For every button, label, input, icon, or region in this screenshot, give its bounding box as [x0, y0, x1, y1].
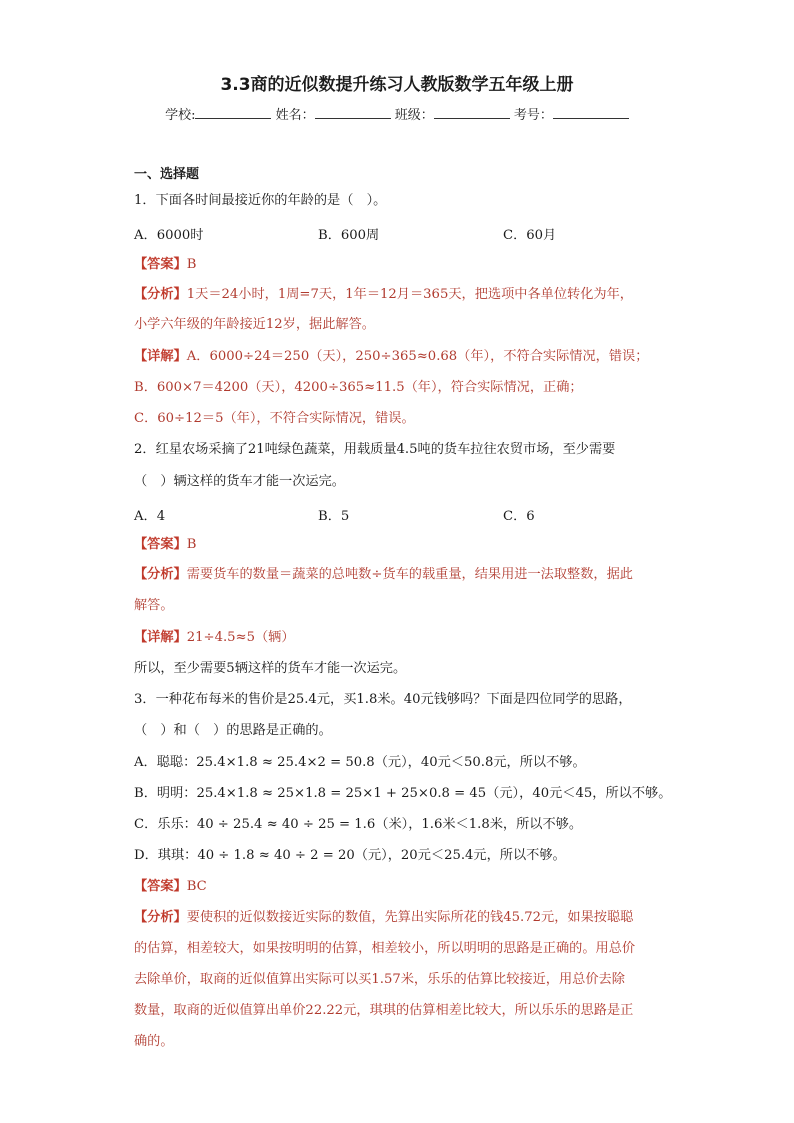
q1-detail-line-3: C．60÷12＝5（年），不符合实际情况，错误。 [134, 411, 415, 426]
answer-tag: 【答案】 [134, 257, 187, 272]
q1-option-b: B．600周 [318, 228, 380, 243]
q3-option-c: C．乐乐：40 ÷ 25.4 ≈ 40 ÷ 25 = 1.6（米），1.6米＜1.8米，所以不够。 [134, 817, 583, 832]
q3-option-a: A．聪聪：25.4×1.8 ≈ 25.4×2 = 50.8（元），40元＜50.8元，所以不够。 [134, 755, 586, 770]
q3-option-b: B．明明：25.4×1.8 ≈ 25×1.8 = 25×1 + 25×0.8 = 45（元），40元＜45，所以不够。 [134, 786, 672, 801]
answer-tag: 【答案】 [134, 537, 187, 552]
q1-analysis-line-1 [134, 286, 633, 304]
detail-tag: 【详解】 [134, 349, 187, 364]
q3-stem-line-1: 3．一种花布每米的售价是25.4元，买1.8米。40元钱够吗？下面是四位同学的思路， [134, 692, 632, 707]
q1-option-c: C．60月 [503, 228, 557, 243]
q1-analysis-text-1: 1天＝24小时，1周=7天，1年＝12月＝365天，把选项中各单位转化为年， [186, 287, 633, 302]
analysis-tag: 【分析】 [134, 567, 187, 582]
class-label: 班级： [394, 108, 434, 123]
q2-analysis-line-2: 解答。 [134, 598, 174, 613]
name-blank [315, 104, 391, 119]
school-label: 学校: [165, 108, 196, 123]
exam-no-blank [553, 104, 629, 119]
q1-option-a: A．6000时 [134, 228, 204, 243]
q2-analysis-line-1 [134, 566, 633, 584]
q2-analysis-text-1: 需要货车的数量＝蔬菜的总吨数÷货车的载重量，结果用进一法取整数，据此 [186, 567, 633, 582]
analysis-tag: 【分析】 [134, 287, 187, 302]
school-blank [195, 104, 271, 119]
q3-stem-line-2: （ ）和（ ）的思路是正确的。 [134, 723, 332, 738]
q3-option-d: D．琪琪：40 ÷ 1.8 ≈ 40 ÷ 2 = 20（元），20元＜25.4元，所以不够。 [134, 848, 566, 863]
q1-answer-value: B [186, 257, 197, 272]
q3-analysis-line-2: 的估算，相差较大，如果按明明的估算，相差较小，所以明明的思路是正确的。用总价 [134, 941, 636, 956]
q1-stem: 1．下面各时间最接近你的年龄的是（ ）。 [134, 193, 387, 208]
q3-answer-value: BC [186, 879, 207, 894]
q2-detail-line-1 [134, 629, 295, 647]
q3-analysis-line-3: 去除单价，取商的近似值算出实际可以买1.57米，乐乐的估算比较接近，用总价去除 [134, 972, 625, 987]
analysis-tag: 【分析】 [134, 910, 187, 925]
q3-answer [134, 878, 207, 896]
exam-no-label: 考号： [513, 108, 553, 123]
q1-detail-line-2: B．600×7＝4200（天），4200÷365≈11.5（年），符合实际情况，正确； [134, 380, 583, 395]
q1-detail-line-1 [134, 348, 648, 366]
q1-answer [134, 256, 196, 274]
name-label: 姓名： [275, 108, 315, 123]
detail-tag: 【详解】 [134, 630, 187, 645]
class-blank [434, 104, 510, 119]
q2-option-b: B．5 [318, 509, 350, 524]
q1-detail-text-1: A．6000÷24＝250（天），250÷365≈0.68（年），不符合实际情况，错误； [186, 349, 649, 364]
q2-stem-line-2: （ ）辆这样的货车才能一次运完。 [134, 474, 345, 489]
q2-option-c: C．6 [503, 509, 535, 524]
section-heading: 一、选择题 [134, 167, 200, 182]
q2-stem-line-1: 2．红星农场采摘了21吨绿色蔬菜，用载质量4.5吨的货车拉往农贸市场，至少需要 [134, 442, 616, 457]
q3-analysis-line-1 [134, 909, 633, 927]
q3-analysis-line-5: 确的。 [134, 1034, 174, 1049]
student-info-line [0, 104, 794, 123]
q1-analysis-line-2: 小学六年级的年龄接近12岁，据此解答。 [134, 317, 375, 332]
q2-detail-text-1: 21÷4.5≈5（辆） [186, 630, 295, 645]
q2-detail-line-2: 所以，至少需要5辆这样的货车才能一次运完。 [134, 661, 407, 676]
page-title: 3.3商的近似数提升练习人教版数学五年级上册 [220, 75, 574, 95]
q3-analysis-line-4: 数量，取商的近似值算出单价22.22元，琪琪的估算相差比较大，所以乐乐的思路是正 [134, 1003, 634, 1018]
q2-answer-value: B [186, 537, 197, 552]
q3-analysis-text-1: 要使积的近似数接近实际的数值，先算出实际所花的钱45.72元，如果按聪聪 [186, 910, 634, 925]
answer-tag: 【答案】 [134, 879, 187, 894]
q2-answer [134, 536, 196, 554]
q2-option-a: A．4 [134, 509, 166, 524]
